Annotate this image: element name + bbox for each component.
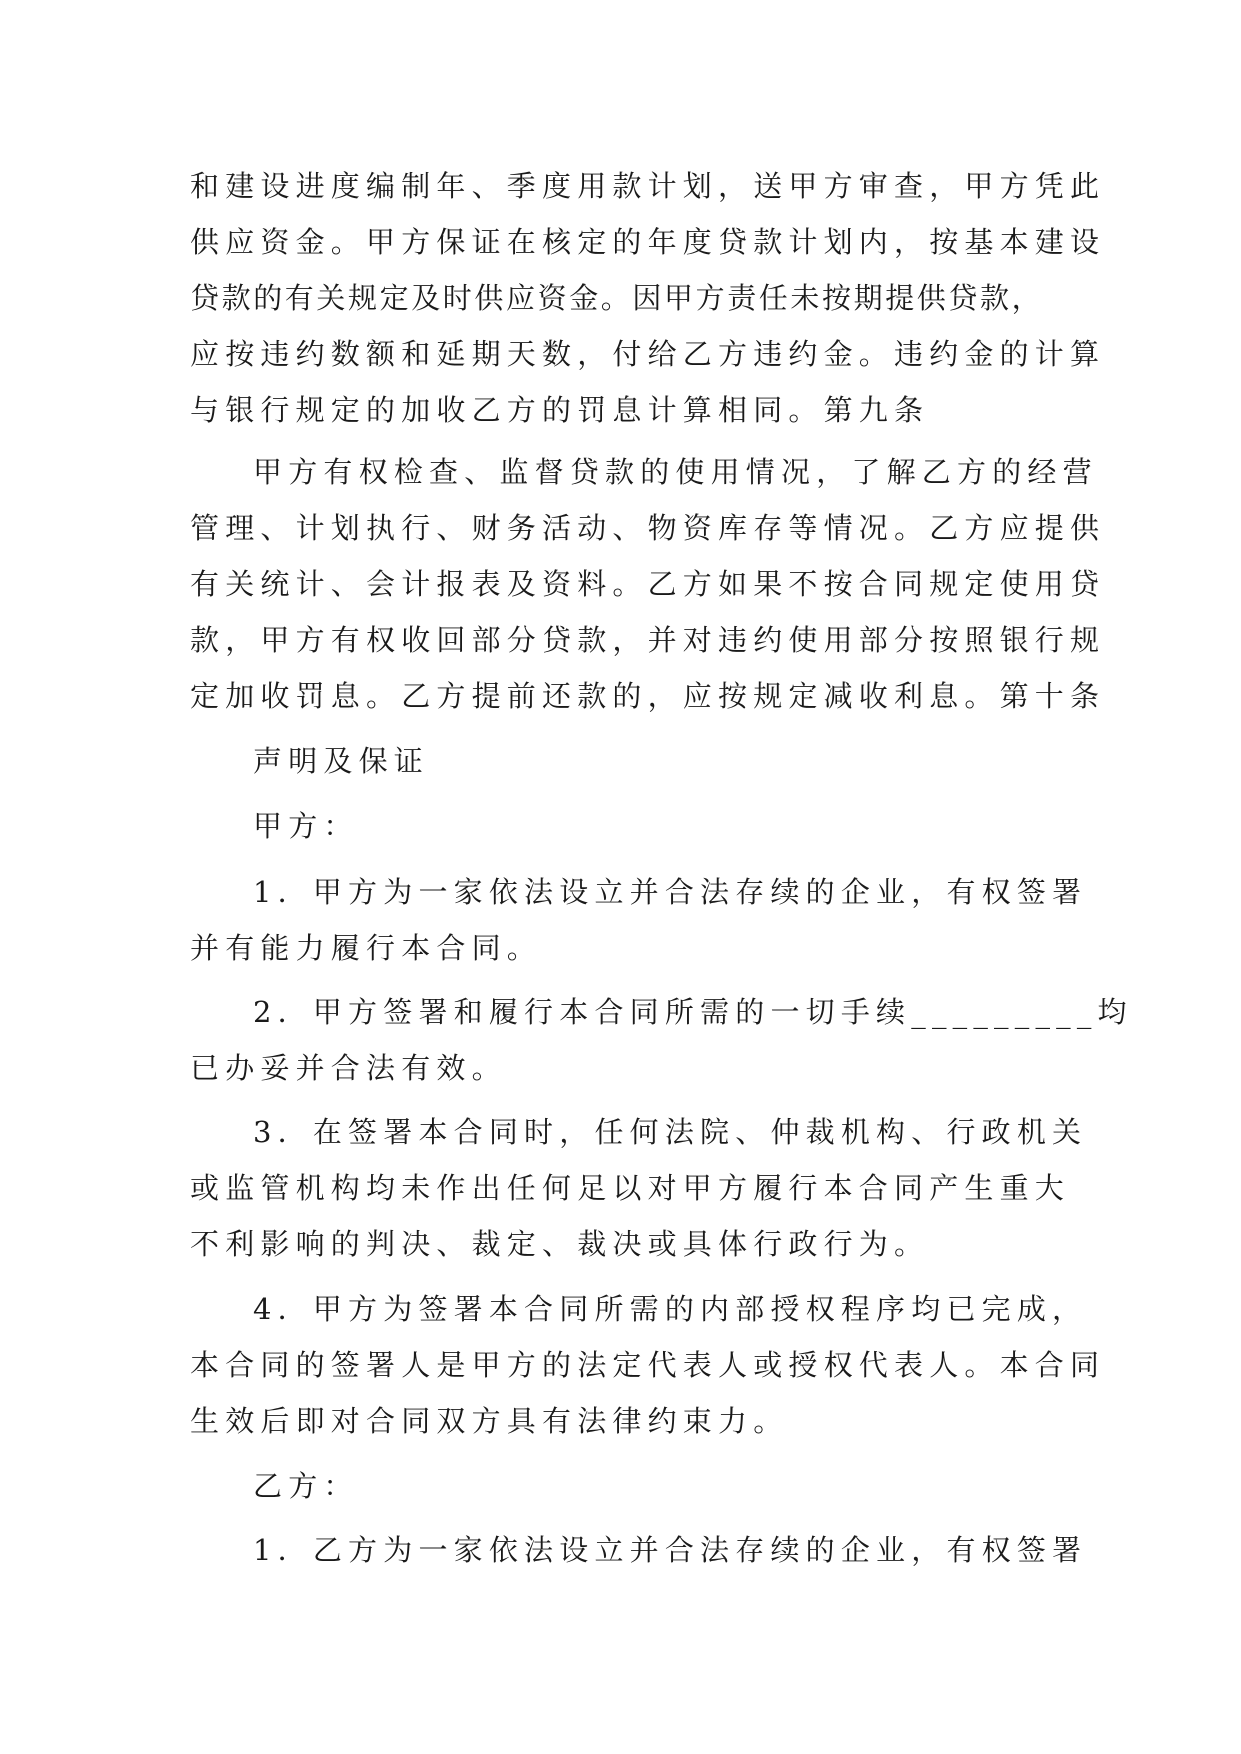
- text-line: 管理、计划执行、财务活动、物资库存等情况。乙方应提供: [190, 511, 1106, 545]
- text-line: 1．甲方为一家依法设立并合法存续的企业，有权签署: [253, 875, 1088, 909]
- text-line: 生效后即对合同双方具有法律约束力。: [190, 1404, 789, 1438]
- section-heading: 声明及保证: [253, 744, 430, 778]
- text-line: 和建设进度编制年、季度用款计划，送甲方审查，甲方凭此: [190, 169, 1106, 203]
- text-line: 供应资金。甲方保证在核定的年度贷款计划内，按基本建设: [190, 225, 1106, 259]
- text-line: 或监管机构均未作出任何足以对甲方履行本合同产生重大: [190, 1171, 1071, 1205]
- text-line: 本合同的签署人是甲方的法定代表人或授权代表人。本合同: [190, 1348, 1106, 1382]
- text-line: 已办妥并合法有效。: [190, 1051, 507, 1085]
- text-line: 与银行规定的加收乙方的罚息计算相同。第九条: [190, 393, 930, 427]
- text-line: 款，甲方有权收回部分贷款，并对违约使用部分按照银行规: [190, 623, 1106, 657]
- text-line: 1．乙方为一家依法设立并合法存续的企业，有权签署: [253, 1533, 1088, 1567]
- text-line: 甲方有权检查、监督贷款的使用情况，了解乙方的经营: [253, 455, 1098, 489]
- text-line: 3．在签署本合同时，任何法院、仲裁机构、行政机关: [253, 1115, 1088, 1149]
- text-line: 贷款的有关规定及时供应资金。因甲方责任未按期提供贷款，: [190, 281, 1044, 315]
- text-line: 不利影响的判决、裁定、裁决或具体行政行为。: [190, 1227, 930, 1261]
- text-line: 并有能力履行本合同。: [190, 931, 543, 965]
- text-line: 应按违约数额和延期天数，付给乙方违约金。违约金的计算: [190, 337, 1106, 371]
- party-heading: 甲方：: [253, 809, 359, 843]
- text-line: 4．甲方为签署本合同所需的内部授权程序均已完成，: [253, 1292, 1088, 1326]
- party-heading: 乙方：: [253, 1469, 359, 1503]
- text-line: 2．甲方签署和履行本合同所需的一切手续_________均: [253, 995, 1133, 1029]
- text-line: 定加收罚息。乙方提前还款的，应按规定减收利息。第十条: [190, 679, 1106, 713]
- text-line: 有关统计、会计报表及资料。乙方如果不按合同规定使用贷: [190, 567, 1106, 601]
